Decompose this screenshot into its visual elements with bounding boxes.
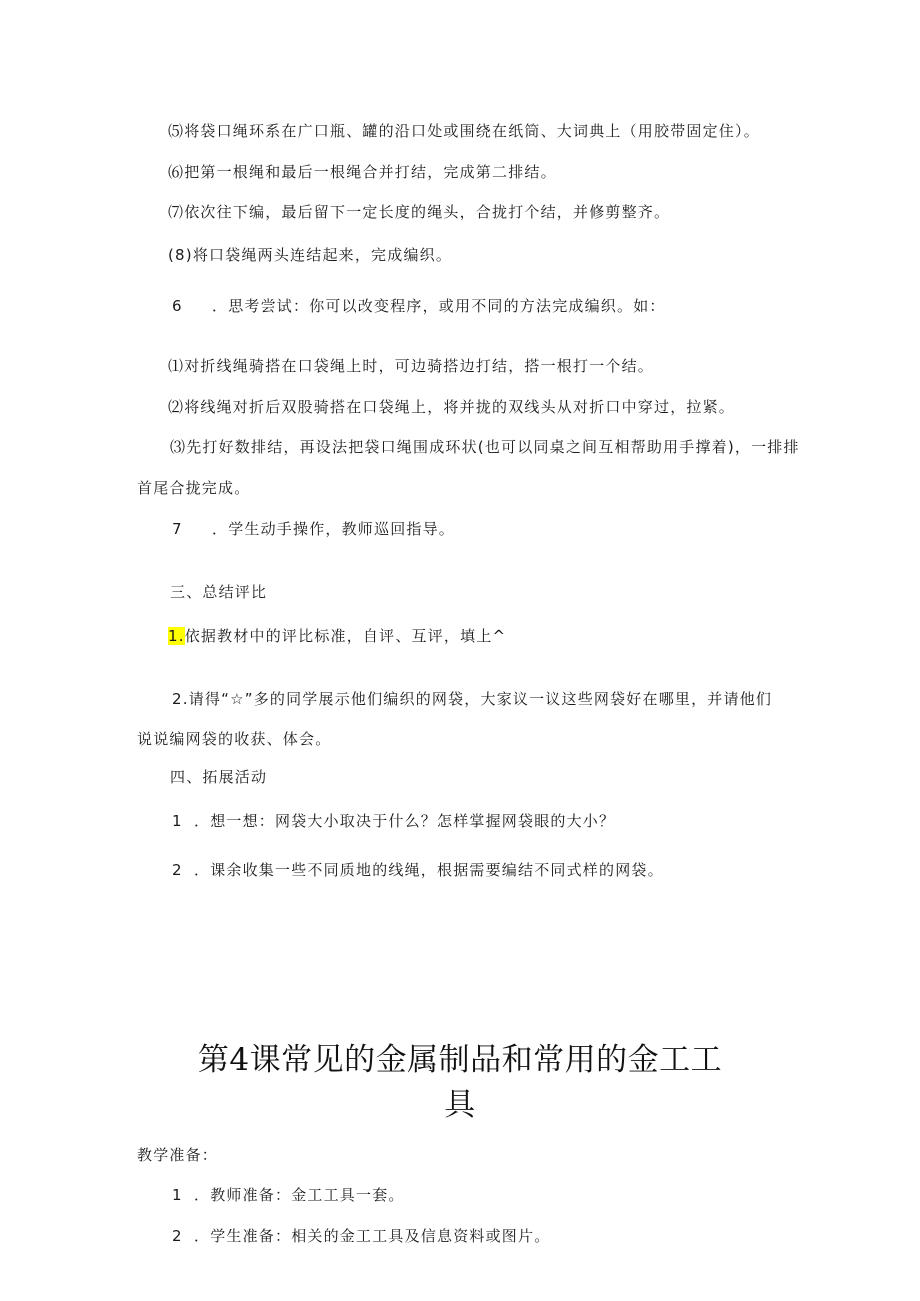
lesson-title-line-1: 第4课常见的金属制品和常用的金工工 <box>197 1042 723 1078</box>
item-7 <box>172 519 455 539</box>
step-7: ⑺依次往下编，最后留下一定长度的绳头，合拢打个结，并修剪整齐。 <box>168 203 671 221</box>
step-8: (8)将口袋绳两头连结起来，完成编织。 <box>168 246 453 264</box>
section-4-item-1 <box>172 811 615 831</box>
method-1: ⑴对折线绳骑搭在口袋绳上时，可边骑搭边打结，搭一根打一个结。 <box>168 357 655 375</box>
item-7-text: ．学生动手操作，教师巡回指导。 <box>212 520 456 538</box>
item-7-number: 7 <box>172 520 183 538</box>
section-3-item-1 <box>168 626 506 646</box>
section-4-heading: 四、拓展活动 <box>170 768 268 786</box>
section-4-item-2 <box>172 860 664 880</box>
section-3-item-2-continued: 说说编网袋的收获、体会。 <box>137 730 332 748</box>
teacher-prep <box>172 1185 405 1205</box>
teacher-prep-number: 1 <box>172 1186 183 1204</box>
section-4-item-1-number: 1 <box>172 812 183 830</box>
teaching-prep-label: 教学准备： <box>137 1146 219 1164</box>
section-3-item-1-text: 依据教材中的评比标准，自评、互评，填上^ <box>184 627 507 645</box>
item-6 <box>172 296 666 316</box>
item-6-text: ．思考尝试：你可以改变程序，或用不同的方法完成编织。如： <box>212 297 666 315</box>
section-3-item-2: 2.请得“☆”多的同学展示他们编织的网袋，大家议一议这些网袋好在哪里，并请他们 <box>172 690 773 708</box>
method-3: ⑶先打好数排结，再设法把袋口绳围成环状(也可以同桌之间互相帮助用手撑着)，一排排 <box>170 438 800 456</box>
student-prep-text: ．学生准备：相关的金工工具及信息资料或图片。 <box>194 1227 551 1245</box>
item-6-number: 6 <box>172 297 183 315</box>
lesson-title-line-2: 具 <box>444 1087 476 1123</box>
student-prep-number: 2 <box>172 1227 183 1245</box>
section-4-item-2-number: 2 <box>172 861 183 879</box>
section-3-heading: 三、总结评比 <box>170 583 268 601</box>
step-6: ⑹把第一根绳和最后一根绳合并打结，完成第二排结。 <box>168 163 557 181</box>
section-4-item-2-text: ．课余收集一些不同质地的线绳，根据需要编结不同式样的网袋。 <box>194 861 664 879</box>
method-2: ⑵将线绳对折后双股骑搭在口袋绳上，将并拢的双线头从对折口中穿过，拉紧。 <box>168 398 736 416</box>
method-3-continued: 首尾合拢完成。 <box>137 479 251 497</box>
section-4-item-1-text: ．想一想：网袋大小取决于什么？怎样掌握网袋眼的大小？ <box>194 812 616 830</box>
student-prep <box>172 1226 550 1246</box>
highlighted-number: 1. <box>168 627 185 645</box>
step-5: ⑸将袋口绳环系在广口瓶、罐的沿口处或围绕在纸筒、大词典上（用胶带固定住）。 <box>168 122 760 140</box>
teacher-prep-text: ．教师准备：金工工具一套。 <box>194 1186 405 1204</box>
